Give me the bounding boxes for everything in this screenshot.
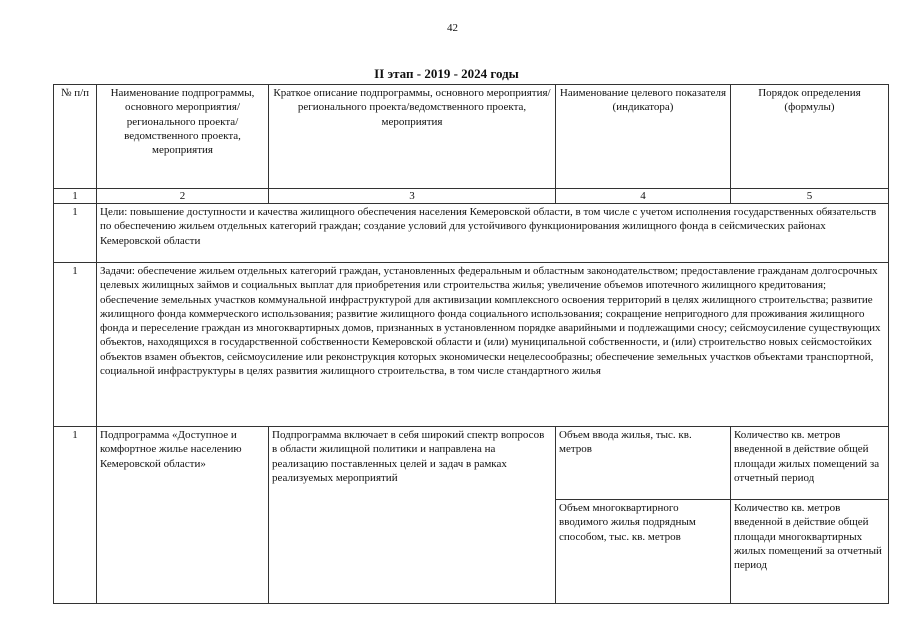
- goals-row-num: 1: [54, 204, 97, 263]
- header-row: [54, 85, 889, 189]
- column-number: 3: [269, 189, 556, 204]
- program-row-num: 1: [54, 427, 97, 604]
- column-numbers-row: [54, 189, 889, 204]
- header-formula: Порядок определения (формулы): [731, 85, 889, 189]
- stage-title: II этап - 2019 - 2024 годы: [374, 66, 519, 81]
- header-name: Наименование подпрограммы, основного мероприятия/регионального проекта/ведомственного проекта, мероприятия: [97, 85, 269, 189]
- tasks-row-num: 1: [54, 263, 97, 427]
- column-number: 4: [556, 189, 731, 204]
- indicator-formula: Количество кв. метров введенной в действие общей площади многоквартирных жилых помещений за отчетный период: [731, 500, 889, 604]
- program-name: Подпрограмма «Доступное и комфортное жилье населению Кемеровской области»: [97, 427, 269, 604]
- tasks-text: Задачи: обеспечение жильем отдельных категорий граждан, установленных федеральным и областным законодательством; предоставление гражданам долгосрочных целевых жилищных займов и социальных выплат для приобретения или строительства жилья; увеличение объемов ипотечного жилищного кредитования; обеспечение земельных участков коммунальной инфраструктурой для активизации комплексного освоения территорий в целях жилищного строительства; развитие жилищного фонда коммерческого использования; развитие жилищного фонда социального использования; сокращение непригодного для проживания жилищного фонда и переселение граждан из многоквартирных домов, признанных в установленном порядке аварийными и подлежащими сносу; сейсмоусиление существующих объектов, находящихся в государственной собственности Кемеровской области и (или) муниципальной собственности, и (или) строительство новых сейсмостойких объектов взамен объектов, сейсмоусиление или реконструкция которых экономически нецелесообразны; обеспечение земельных участков объектами транспортной, социальной инфраструктуры в целях развития жилищного строительства, в том числе стандартного жилья: [97, 263, 889, 427]
- program-table: [53, 84, 889, 604]
- header-indicator: Наименование целевого показателя (индикатора): [556, 85, 731, 189]
- program-row: [54, 427, 889, 500]
- header-num: № п/п: [54, 85, 97, 189]
- column-number: 5: [731, 189, 889, 204]
- goals-text: Цели: повышение доступности и качества жилищного обеспечения населения Кемеровской области, в том числе с учетом исполнения государственных обязательств по обеспечению жильем отдельных категорий граждан; создание условий для устойчивого функционирования жилищного фонда в сейсмических районах Кемеровской области: [97, 204, 889, 263]
- header-description: Краткое описание подпрограммы, основного мероприятия/регионального проекта/ведомственного проекта, мероприятия: [269, 85, 556, 189]
- program-description: Подпрограмма включает в себя широкий спектр вопросов в области жилищной политики и направлена на реализацию поставленных целей и задач в рамках реализуемых мероприятий: [269, 427, 556, 604]
- indicator-formula: Количество кв. метров введенной в действие общей площади жилых помещений за отчетный период: [731, 427, 889, 500]
- page-number: 42: [447, 22, 458, 34]
- indicator-name: Объем многоквартирного вводимого жилья подрядным способом, тыс. кв. метров: [556, 500, 731, 604]
- indicator-name: Объем ввода жилья, тыс. кв. метров: [556, 427, 731, 500]
- column-number: 1: [54, 189, 97, 204]
- column-number: 2: [97, 189, 269, 204]
- goals-row: [54, 204, 889, 263]
- tasks-row: [54, 263, 889, 427]
